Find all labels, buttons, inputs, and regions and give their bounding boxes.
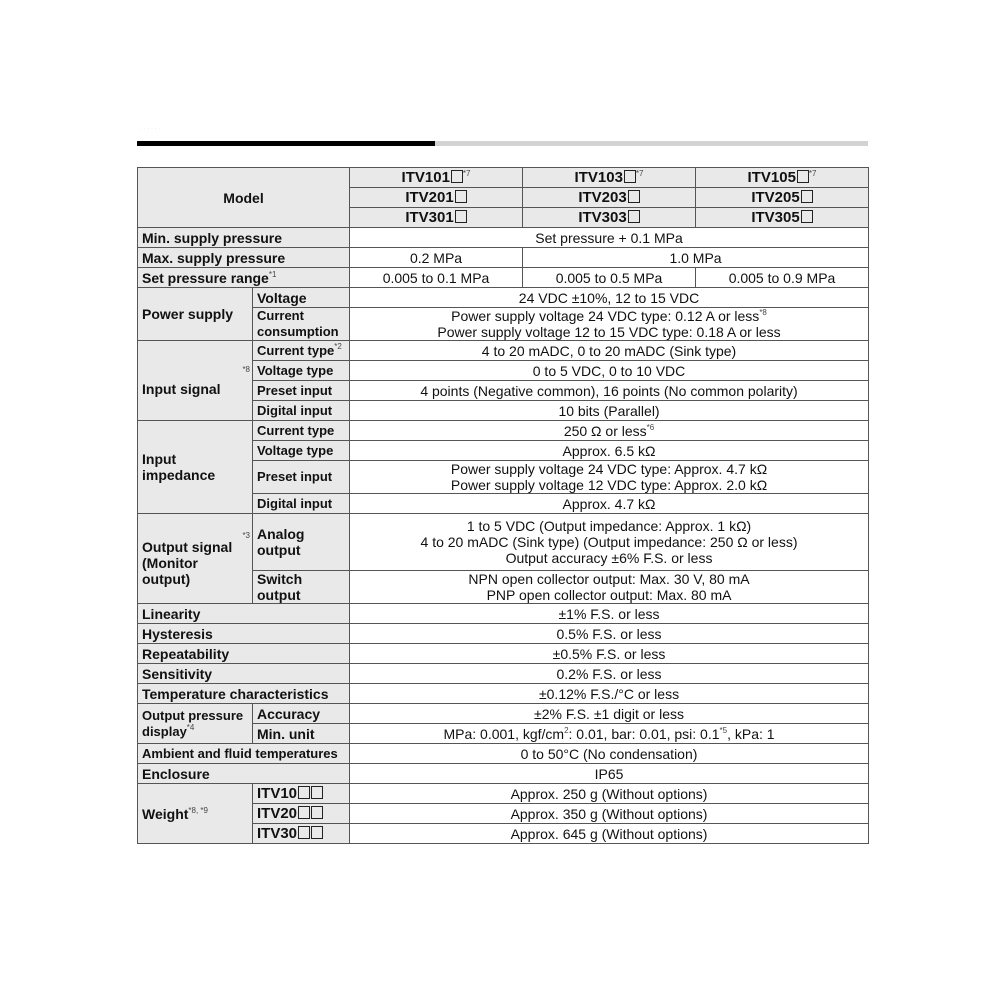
model-note: *7 (462, 168, 471, 178)
ambient-value: 0 to 50°C (No condensation) (350, 744, 869, 764)
display-note: *4 (186, 722, 195, 732)
set-range-text: Set pressure range (142, 269, 269, 286)
option-box-icon (311, 826, 323, 839)
option-box-icon (801, 190, 813, 203)
weight-text: Weight (142, 805, 189, 822)
hysteresis-value: 0.5% F.S. or less (350, 624, 869, 644)
power-current-note: *8 (759, 308, 767, 317)
display-min-unit-value (350, 724, 869, 744)
model-name: ITV205 (751, 188, 800, 206)
impedance-label-2: impedance (142, 467, 216, 483)
model-cell (523, 188, 696, 208)
option-box-icon (628, 190, 640, 203)
enclosure-label: Enclosure (138, 764, 350, 784)
model-cell (523, 208, 696, 228)
model-cell (696, 168, 869, 188)
switch-line2: PNP open collector output: Max. 80 mA (486, 587, 732, 603)
weight-model (253, 804, 350, 824)
power-voltage-label: Voltage (253, 288, 350, 308)
impedance-voltage-value: Approx. 6.5 kΩ (350, 441, 869, 461)
model-cell (350, 168, 523, 188)
enclosure-row (138, 764, 869, 784)
power-current-label-2: consumption (257, 324, 339, 339)
enclosure-value: IP65 (350, 764, 869, 784)
header-fragment: · · · · · · (140, 126, 161, 132)
option-box-icon (311, 786, 323, 799)
min-unit-text-b: : 0.01, bar: 0.01, psi: 0.1 (568, 725, 720, 742)
repeatability-row (138, 644, 869, 664)
impedance-current-value (350, 421, 869, 441)
option-box-icon (455, 190, 467, 203)
power-current-label-1: Current (257, 308, 304, 323)
analog-line3: Output accuracy ±6% F.S. or less (505, 550, 713, 566)
output-signal-label-2: (Monitor (142, 554, 198, 571)
input-voltage-value: 0 to 5 VDC, 0 to 10 VDC (350, 361, 869, 381)
weight-model-name: ITV30 (257, 824, 298, 842)
min-supply-value: Set pressure + 0.1 MPa (350, 228, 869, 248)
option-box-icon (298, 806, 310, 819)
model-label: Model (138, 168, 350, 228)
analog-output-label (253, 514, 350, 571)
switch-output-value (350, 571, 869, 604)
hysteresis-label: Hysteresis (138, 624, 350, 644)
analog-output-label-2: output (257, 542, 301, 558)
impedance-voltage-label: Voltage type (253, 441, 350, 461)
option-box-icon (801, 210, 813, 223)
spec-table (137, 167, 869, 844)
weight-value: Approx. 250 g (Without options) (350, 784, 869, 804)
min-supply-label: Min. supply pressure (138, 228, 350, 248)
display-accuracy-value: ±2% F.S. ±1 digit or less (350, 704, 869, 724)
sensitivity-value: 0.2% F.S. or less (350, 664, 869, 684)
model-name: ITV105 (747, 168, 796, 186)
max-supply-value-a: 0.2 MPa (350, 248, 523, 268)
input-current-text: Current type (257, 342, 335, 358)
min-unit-sup: 2 (564, 725, 569, 735)
display-label-1: Output pressure (142, 707, 244, 723)
weight-label (138, 784, 253, 844)
option-box-icon (628, 210, 640, 223)
weight-value: Approx. 350 g (Without options) (350, 804, 869, 824)
power-current-line1: Power supply voltage 24 VDC type: 0.12 A or less (451, 308, 760, 324)
option-box-icon (455, 210, 467, 223)
output-analog-row (138, 514, 869, 571)
weight-model-name: ITV20 (257, 804, 298, 822)
model-name: ITV103 (574, 168, 623, 186)
input-current-row (138, 341, 869, 361)
set-range-row (138, 268, 869, 288)
model-cell (350, 188, 523, 208)
header-rule-dark (137, 141, 435, 146)
output-signal-note: *3 (242, 530, 250, 540)
impedance-current-note: *6 (646, 422, 655, 432)
impedance-digital-label: Digital input (253, 494, 350, 514)
display-accuracy-row (138, 704, 869, 724)
impedance-preset-line1: Power supply voltage 24 VDC type: Approx. 4.7 kΩ (450, 461, 768, 477)
model-cell (696, 188, 869, 208)
input-current-label (253, 341, 350, 361)
option-box-icon (797, 170, 809, 183)
option-box-icon (311, 806, 323, 819)
input-signal-note: *8 (242, 364, 250, 374)
min-unit-note: *5 (719, 725, 728, 735)
model-note: *7 (808, 168, 817, 178)
impedance-current-text: 250 Ω or less (563, 422, 647, 439)
weight-row (138, 784, 869, 804)
ambient-row (138, 744, 869, 764)
input-preset-value: 4 points (Negative common), 16 points (No common polarity) (350, 381, 869, 401)
model-cell (523, 168, 696, 188)
weight-model (253, 824, 350, 844)
set-range-label (138, 268, 350, 288)
set-range-value: 0.005 to 0.1 MPa (350, 268, 523, 288)
option-box-icon (298, 786, 310, 799)
sensitivity-row (138, 664, 869, 684)
weight-note: *8, *9 (188, 805, 208, 815)
input-voltage-label: Voltage type (253, 361, 350, 381)
model-cell (350, 208, 523, 228)
input-preset-label: Preset input (253, 381, 350, 401)
header-rule (137, 141, 868, 146)
model-row-1 (138, 168, 869, 188)
display-min-unit-label: Min. unit (253, 724, 350, 744)
option-box-icon (624, 170, 636, 183)
analog-line2: 4 to 20 mADC (Sink type) (Output impedance: 250 Ω or less) (420, 534, 798, 550)
analog-output-value (350, 514, 869, 571)
sensitivity-label: Sensitivity (138, 664, 350, 684)
power-voltage-row (138, 288, 869, 308)
power-current-label (253, 308, 350, 341)
model-name: ITV301 (405, 208, 454, 226)
impedance-label (138, 421, 253, 514)
display-label (138, 704, 253, 744)
model-name: ITV305 (751, 208, 800, 226)
output-signal-label (138, 514, 253, 604)
option-box-icon (451, 170, 463, 183)
impedance-current-label: Current type (253, 421, 350, 441)
input-signal-label (138, 341, 253, 421)
linearity-row (138, 604, 869, 624)
input-current-note: *2 (334, 341, 342, 351)
impedance-digital-value: Approx. 4.7 kΩ (350, 494, 869, 514)
analog-output-label-1: Analog (257, 526, 305, 542)
weight-model (253, 784, 350, 804)
model-cell (696, 208, 869, 228)
display-accuracy-label: Accuracy (253, 704, 350, 724)
ambient-label: Ambient and fluid temperatures (138, 744, 350, 764)
model-name: ITV101 (401, 168, 450, 186)
model-note: *7 (635, 168, 644, 178)
set-range-value: 0.005 to 0.5 MPa (523, 268, 696, 288)
input-current-value: 4 to 20 mADC, 0 to 20 mADC (Sink type) (350, 341, 869, 361)
weight-value: Approx. 645 g (Without options) (350, 824, 869, 844)
hysteresis-row (138, 624, 869, 644)
power-current-line2: Power supply voltage 12 to 15 VDC type: 0.18 A or less (437, 324, 781, 340)
power-label: Power supply (138, 288, 253, 341)
max-supply-label: Max. supply pressure (138, 248, 350, 268)
output-signal-label-3: output) (142, 570, 191, 587)
switch-output-label-2: output (257, 587, 301, 603)
repeatability-value: ±0.5% F.S. or less (350, 644, 869, 664)
model-name: ITV201 (405, 188, 454, 206)
display-label-2: display (142, 723, 187, 739)
input-digital-value: 10 bits (Parallel) (350, 401, 869, 421)
input-signal-text: Input signal (142, 380, 221, 397)
temperature-label: Temperature characteristics (138, 684, 350, 704)
input-digital-label: Digital input (253, 401, 350, 421)
impedance-preset-label: Preset input (253, 461, 350, 494)
set-range-value: 0.005 to 0.9 MPa (696, 268, 869, 288)
linearity-label: Linearity (138, 604, 350, 624)
switch-output-label-1: Switch (257, 571, 303, 587)
min-unit-text-a: MPa: 0.001, kgf/cm (443, 725, 565, 742)
impedance-label-1: Input (142, 451, 177, 467)
switch-line1: NPN open collector output: Max. 30 V, 80 mA (468, 571, 750, 587)
impedance-current-row (138, 421, 869, 441)
analog-line1: 1 to 5 VDC (Output impedance: Approx. 1 kΩ) (466, 518, 752, 534)
model-name: ITV203 (578, 188, 627, 206)
set-range-note: *1 (268, 269, 277, 279)
min-unit-text-c: , kPa: 1 (727, 725, 775, 742)
impedance-preset-line2: Power supply voltage 12 VDC type: Approx. 2.0 kΩ (450, 477, 768, 493)
switch-output-label (253, 571, 350, 604)
temperature-value: ±0.12% F.S./°C or less (350, 684, 869, 704)
temperature-row (138, 684, 869, 704)
min-supply-row (138, 228, 869, 248)
impedance-preset-value (350, 461, 869, 494)
max-supply-value-b: 1.0 MPa (523, 248, 869, 268)
linearity-value: ±1% F.S. or less (350, 604, 869, 624)
power-voltage-value: 24 VDC ±10%, 12 to 15 VDC (350, 288, 869, 308)
output-signal-label-1: Output signal (142, 538, 233, 555)
weight-model-name: ITV10 (257, 784, 298, 802)
max-supply-row (138, 248, 869, 268)
repeatability-label: Repeatability (138, 644, 350, 664)
option-box-icon (298, 826, 310, 839)
model-name: ITV303 (578, 208, 627, 226)
power-current-value (350, 308, 869, 341)
